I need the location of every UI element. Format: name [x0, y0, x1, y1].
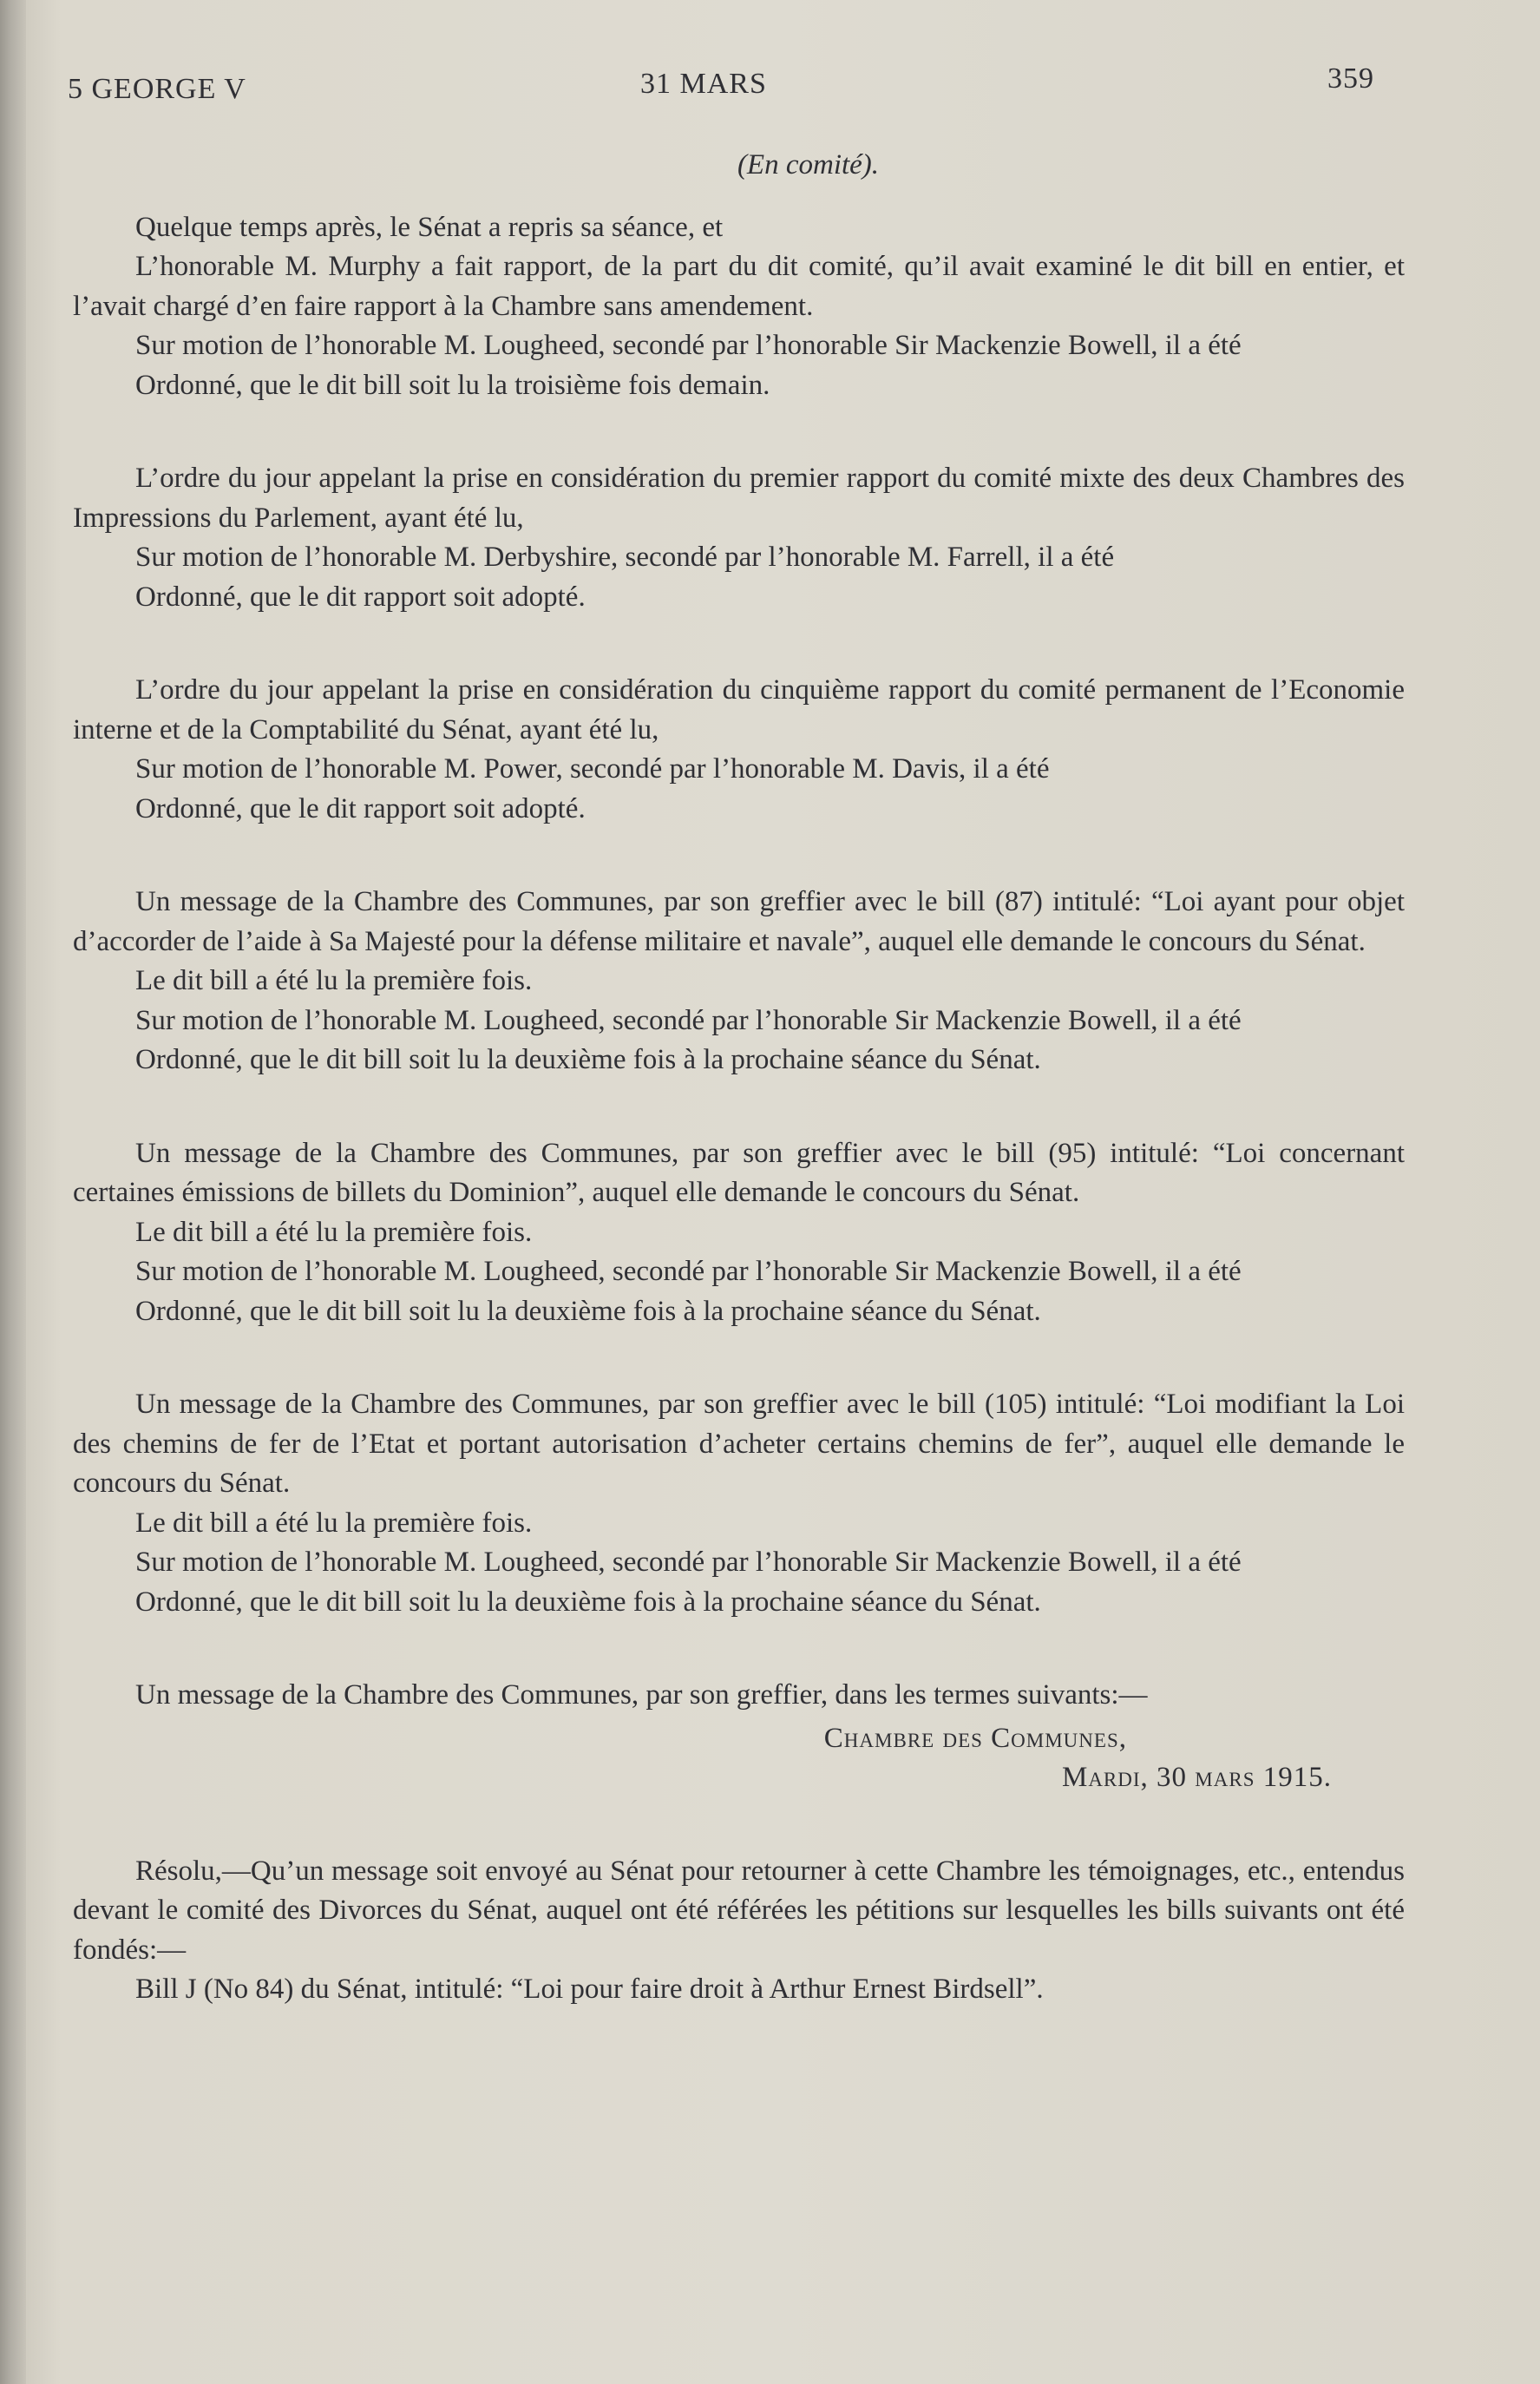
paragraph: Un message de la Chambre des Communes, par son greffier avec le bill (95) intitulé: “Loi concernant certaines émissions de billets du Dominion”, auquel elle demande le concours du Sénat.	[73, 1137, 1405, 1208]
paragraph: Sur motion de l’honorable M. Lougheed, secondé par l’honorable Sir Mackenzie Bowell, il a été	[135, 1547, 1242, 1578]
paragraph: Sur motion de l’honorable M. Lougheed, secondé par l’honorable Sir Mackenzie Bowell, il a été	[135, 1256, 1242, 1287]
message-date-text: Mardi, 30 mars 1915.	[1061, 1762, 1332, 1793]
header-reign: 5 GEORGE V	[68, 73, 246, 105]
journal-body	[73, 146, 1405, 2010]
section-bill-87	[73, 883, 1405, 1080]
paragraph: Ordonné, que le dit bill soit lu la troisième fois demain.	[135, 369, 770, 401]
paragraph: Quelque temps après, le Sénat a repris sa séance, et	[135, 211, 724, 243]
paragraph: Sur motion de l’honorable M. Lougheed, secondé par l’honorable Sir Mackenzie Bowell, il a été	[135, 1004, 1242, 1036]
paragraph: Sur motion de l’honorable M. Lougheed, secondé par l’honorable Sir Mackenzie Bowell, il a été	[135, 330, 1242, 361]
message-origin: Chambre des Communes,	[823, 1722, 1127, 1754]
paragraph: Ordonné, que le dit bill soit lu la deuxième fois à la prochaine séance du Sénat.	[135, 1044, 1041, 1075]
paragraph: L’ordre du jour appelant la prise en considération du premier rapport du comité mixte des deux Chambres des Impressions du Parlement, ayant été lu,	[73, 463, 1405, 534]
paragraph: Ordonné, que le dit bill soit lu la deuxième fois à la prochaine séance du Sénat.	[135, 1586, 1041, 1618]
paragraph: Un message de la Chambre des Communes, par son greffier avec le bill (87) intitulé: “Loi ayant pour objet d’accorder de l’aide à Sa Majesté pour la défense militaire et navale”, auquel elle demande le concours du Sénat.	[73, 886, 1405, 957]
paragraph: Un message de la Chambre des Communes, par son greffier, dans les termes suivants:—	[135, 1679, 1148, 1711]
paragraph: Ordonné, que le dit rapport soit adopté.	[135, 792, 586, 824]
paragraph: Bill J (No 84) du Sénat, intitulé: “Loi pour faire droit à Arthur Ernest Birdsell”.	[135, 1974, 1044, 2005]
paragraph: Le dit bill a été lu la première fois.	[135, 1507, 533, 1539]
section-subtitle: (En comité).	[737, 149, 880, 181]
paragraph: L’honorable M. Murphy a fait rapport, de la part du dit comité, qu’il avait examiné le dit bill en entier, et l’avait chargé d’en faire rapport à la Chambre sans amendement.	[73, 251, 1405, 322]
section-committee-report	[73, 208, 1405, 406]
paragraph: Ordonné, que le dit bill soit lu la deuxième fois à la prochaine séance du Sénat.	[135, 1295, 1041, 1327]
message-date	[73, 1758, 1405, 1798]
page-binding-edge	[0, 0, 26, 2384]
header-date: 31 MARS	[640, 68, 767, 100]
section-bill-105	[73, 1385, 1405, 1622]
paragraph: L’ordre du jour appelant la prise en considération du cinquième rapport du comité permanent de l’Economie interne et de la Comptabilité du Sénat, ayant été lu,	[73, 674, 1405, 745]
paragraph: Sur motion de l’honorable M. Power, secondé par l’honorable M. Davis, il a été	[135, 753, 1050, 785]
paragraph: Sur motion de l’honorable M. Derbyshire, secondé par l’honorable M. Farrell, il a été	[135, 542, 1115, 573]
section-bill-95	[73, 1134, 1405, 1332]
paragraph: Résolu,—Qu’un message soit envoyé au Sénat pour retourner à cette Chambre les témoignages, etc., entendus devant le comité des Divorces du Sénat, auquel ont été référées les pétitions sur lesquelles les bills suivants ont été fondés:—	[73, 1855, 1405, 1966]
section-economy-report	[73, 671, 1405, 829]
paragraph: Le dit bill a été lu la première fois.	[135, 1216, 533, 1248]
section-commons-message	[73, 1676, 1405, 1798]
paragraph: Un message de la Chambre des Communes, par son greffier avec le bill (105) intitulé: “Loi modifiant la Loi des chemins de fer de l’Etat et portant autorisation d’acheter certains chemins de fer”, auquel elle demande le concours du Sénat.	[73, 1389, 1405, 1499]
page-header	[68, 62, 1374, 111]
section-resolution	[73, 1852, 1405, 2010]
page-number: 359	[1327, 62, 1374, 95]
paragraph: Le dit bill a été lu la première fois.	[135, 965, 533, 996]
paragraph: Ordonné, que le dit rapport soit adopté.	[135, 581, 586, 613]
section-printing-report	[73, 459, 1405, 617]
